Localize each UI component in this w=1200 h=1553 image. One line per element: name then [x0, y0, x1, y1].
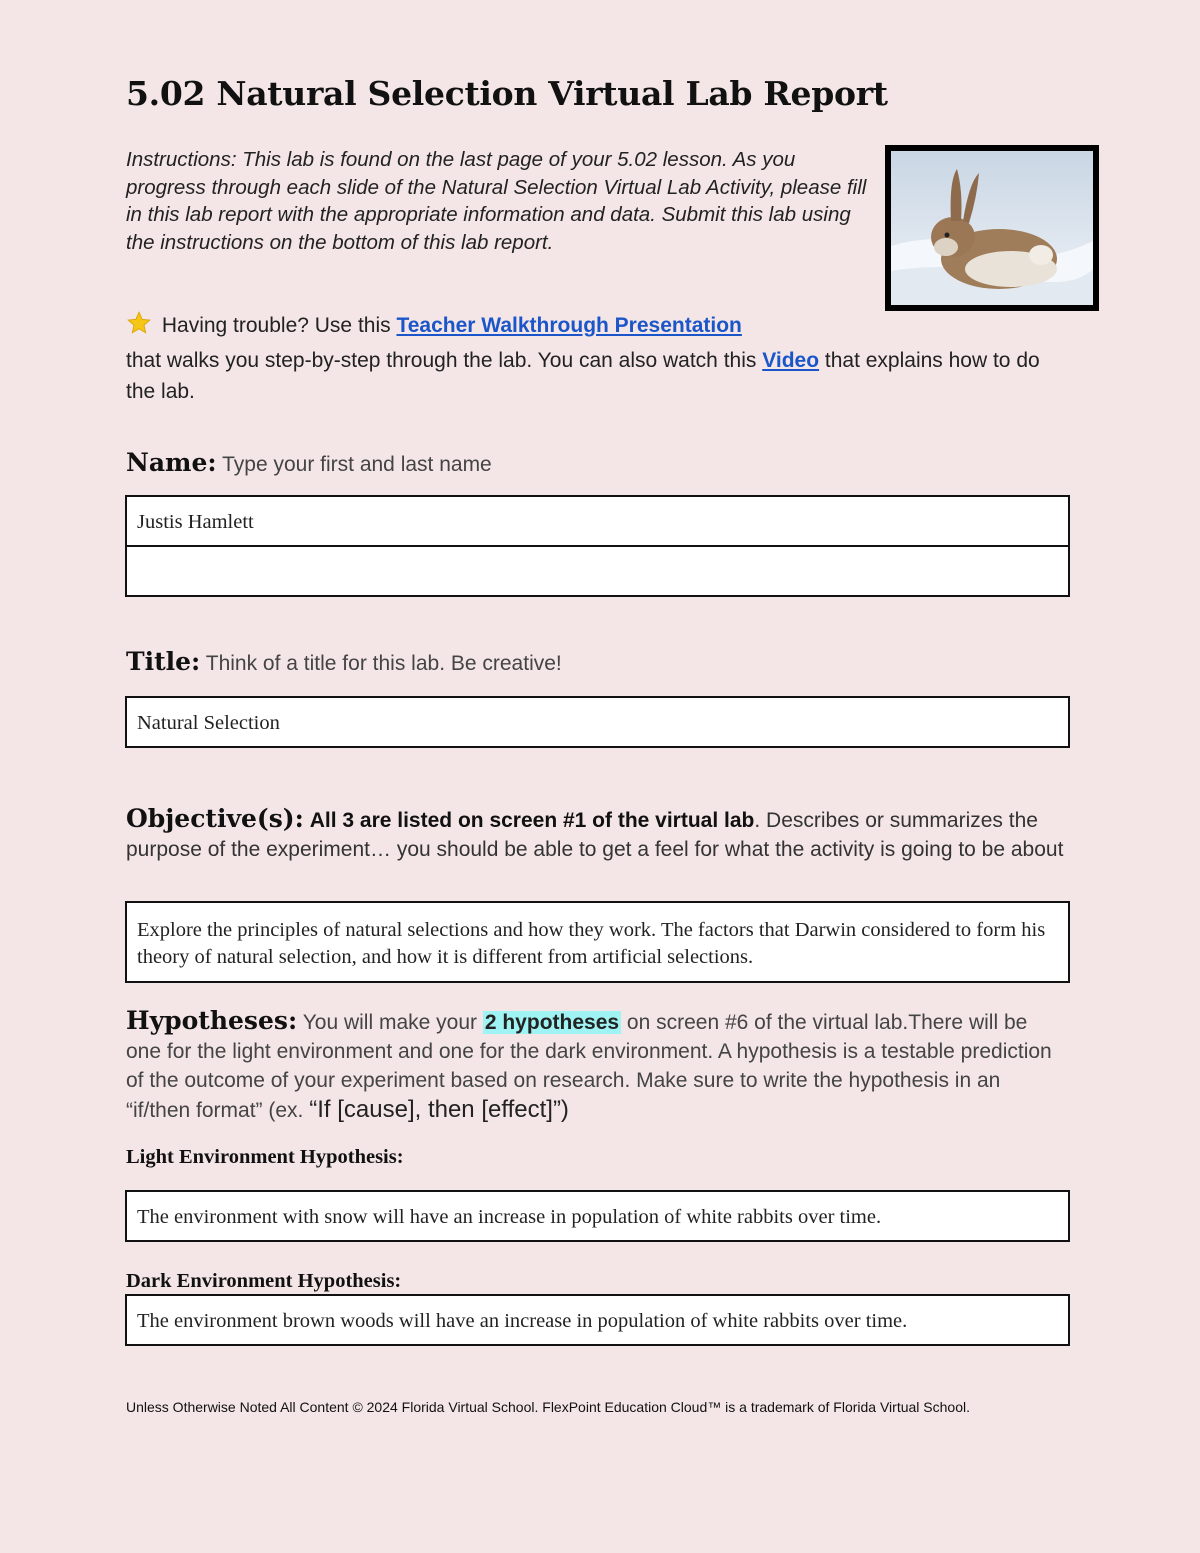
trouble-end: that explains how to do the lab. [126, 349, 1040, 403]
dark-hypothesis-label: Dark Environment Hypothesis: [126, 1270, 402, 1292]
objective-label: Objective(s): [126, 804, 304, 833]
trouble-paragraph [126, 310, 1066, 407]
hypotheses-example: “If [cause], then [effect] [309, 1096, 553, 1123]
hypotheses-pre: You will make your [302, 1011, 477, 1034]
name-label: Name: [126, 448, 217, 477]
name-field-1[interactable]: Justis Hamlett [125, 495, 1070, 547]
name-field-2[interactable] [125, 545, 1070, 597]
hypotheses-highlight: 2 hypotheses [484, 1011, 620, 1034]
star-icon [126, 310, 156, 345]
dark-hypothesis-field[interactable]: The environment brown woods will have an increase in population of white rabbits over time. [125, 1294, 1070, 1346]
rabbit-photo [885, 145, 1099, 311]
objective-field[interactable]: Explore the principles of natural selections and how they work. The factors that Darwin considered to form his theory of natural selection, and how it is different from artificial selections. [125, 901, 1070, 983]
objective-rest: . Describes or summarizes the purpose of the experiment… you should be able to get a feel for what the activity is going to be about [126, 809, 1064, 861]
title-field[interactable]: Natural Selection [125, 696, 1070, 748]
hypotheses-rest: There will be one for the light environment and one for the dark environment. A hypothesis is a testable prediction of the outcome of your experiment based on research. Make sure to write the hypothesis in an “if/then format” (ex. [126, 1011, 1052, 1122]
hypotheses-post: on screen #6 of the virtual lab. [626, 1011, 909, 1034]
trouble-middle: that walks you step-by-step through the lab. You can also watch this [126, 349, 757, 372]
page-title: 5.02 Natural Selection Virtual Lab Report [126, 74, 888, 113]
objective-description [126, 804, 1066, 864]
teacher-walkthrough-link[interactable]: Teacher Walkthrough Presentation [396, 314, 742, 337]
name-hint: Type your first and last name [222, 453, 492, 476]
hypotheses-label: Hypotheses: [126, 1006, 298, 1035]
light-hypothesis-label: Light Environment Hypothesis: [126, 1146, 404, 1168]
title-hint: Think of a title for this lab. Be creative! [205, 652, 562, 675]
copyright-footer: Unless Otherwise Noted All Content © 2024 Florida Virtual School. FlexPoint Education Cloud™ is a trademark of Florida Virtual School. [126, 1399, 970, 1415]
hypotheses-close: ”) [552, 1096, 569, 1123]
name-section-label [126, 448, 492, 477]
light-hypothesis-field[interactable]: The environment with snow will have an increase in population of white rabbits over time. [125, 1190, 1070, 1242]
objective-bold: All 3 are listed on screen #1 of the virtual lab [309, 809, 755, 832]
video-link[interactable]: Video [762, 349, 820, 372]
title-section-label [126, 647, 562, 676]
trouble-intro: Having trouble? Use this [161, 314, 391, 337]
instructions-text: Instructions: This lab is found on the last page of your 5.02 lesson. As you progress through each slide of the Natural Selection Virtual Lab Activity, please fill in this lab report with the appropriate information and data. Submit this lab using the instructions on the bottom of this lab report. [126, 148, 867, 254]
hypotheses-description [126, 1006, 1066, 1125]
title-label: Title: [126, 647, 201, 676]
